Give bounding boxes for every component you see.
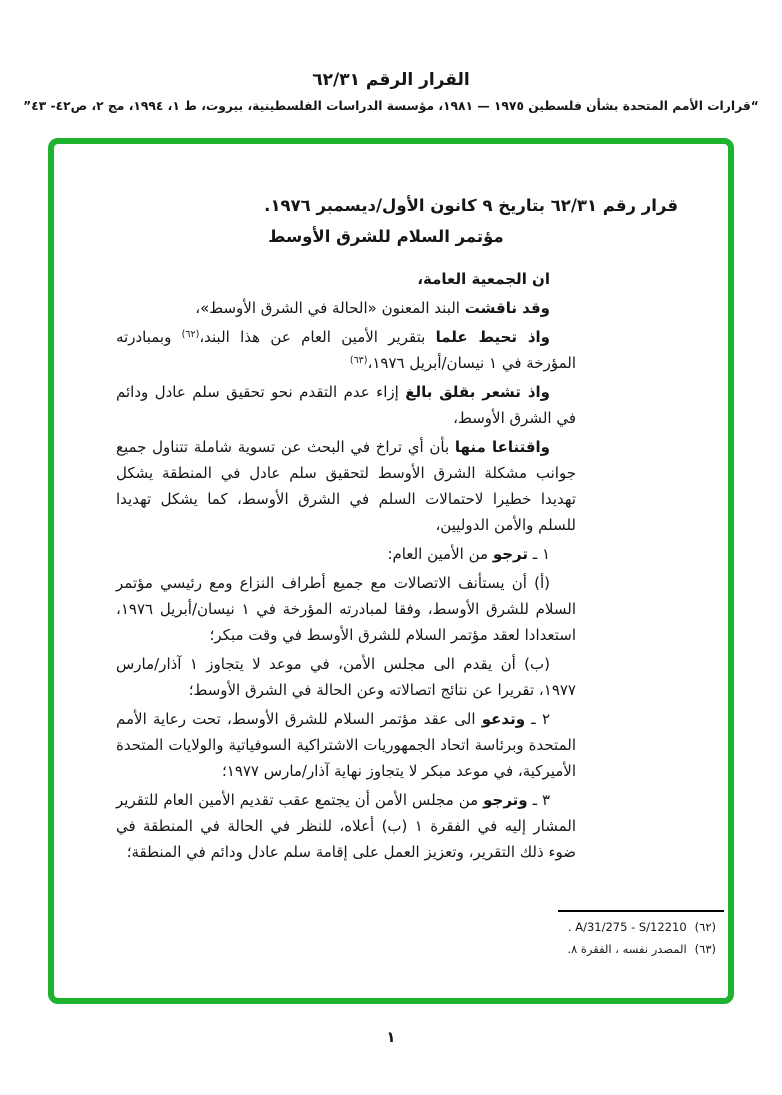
footnote-number: (٦٣)	[694, 942, 716, 956]
document-title	[94, 190, 678, 252]
footnotes-list	[558, 916, 724, 960]
paragraph: وقد ناقشت البند المعنون «الحالة في الشرق الأوسط»،	[195, 299, 550, 317]
footnote-text: المصدر نفسه ، الفقرة ٨.	[567, 942, 687, 956]
page-number: ١	[386, 1028, 396, 1046]
footnote-separator-rule	[558, 910, 724, 912]
paragraph: (ب) أن يقدم الى مجلس الأمن، في موعد لا يتجاوز ١ آذار/مارس ١٩٧٧، تقريرا عن نتائج اتصالاته وعن الحالة في الشرق الأوسط؛	[116, 655, 576, 699]
footnotes-block	[558, 910, 724, 960]
document-paragraphs	[116, 266, 576, 865]
document-title-line1: قرار رقم ٦٢/٣١ بتاريخ ٩ كانون الأول/ديسمبر ١٩٧٦.	[264, 196, 678, 215]
page-header	[0, 70, 782, 113]
paragraph: ان الجمعية العامة،	[417, 270, 550, 288]
document-title-line2: مؤتمر السلام للشرق الأوسط	[268, 227, 504, 246]
paragraph: ٢ ـ وتدعو الى عقد مؤتمر السلام للشرق الأوسط، تحت رعاية الأمم المتحدة وبرئاسة اتحاد الجمهوريات الاشتراكية السوفياتية والولايات المتحدة الأميركية، في موعد مبكر لا يتجاوز نهاية آذار/مارس ١٩٧٧؛	[116, 710, 576, 780]
paragraph: واذ تشعر بقلق بالغ إزاء عدم التقدم نحو تحقيق سلم عادل ودائم في الشرق الأوسط،	[116, 383, 576, 427]
paragraph: ٣ ـ وترجو من مجلس الأمن أن يجتمع عقب تقديم الأمين العام للتقرير المشار إليه في الفقرة ١ (ب) أعلاه، للنظر في الحالة في المنطقة في ضوء ذلك التقرير، وتعزيز العمل على إقامة سلم عادل ودائم في المنطقة؛	[116, 791, 576, 861]
document-content	[54, 144, 728, 998]
footnote-number: (٦٢)	[694, 920, 716, 934]
resolution-number-heading: القرار الرقم ٦٢/٣١	[312, 70, 470, 90]
footnote-text: A/31/275 - S/12210 .	[567, 920, 687, 934]
footnote-marker: (٦٣)	[349, 355, 368, 366]
footnote	[558, 916, 724, 938]
paragraph: واذ تحيط علما بتقرير الأمين العام عن هذا البند،$^{(٦٢)}$ وبمبادرته المؤرخة في ١ نيسان/أبريل ١٩٧٦،$^{(٦٣)}$	[116, 328, 576, 372]
source-citation: “قرارات الأمم المتحدة بشأن فلسطين ١٩٧٥ — ١٩٨١، مؤسسة الدراسات الفلسطينية، بيروت، ط ١، ١٩٩٤، مج ٢، ص٤٢- ٤٣”	[23, 99, 759, 113]
paragraph: واقتناعا منها بأن أي تراخ في البحث عن تسوية شاملة تتناول جميع جوانب مشكلة الشرق الأوسط لتحقيق سلم عادل في المنطقة يشكل تهديدا خطيرا لاحتمالات السلم في الشرق الأوسط، كما يشكل تهديدا للسلم والأمن الدوليين،	[116, 438, 576, 534]
paragraph: ١ ـ ترجو من الأمين العام:	[387, 545, 550, 563]
footnote	[558, 938, 724, 960]
green-highlight-frame	[48, 138, 734, 1004]
paragraph: (أ) أن يستأنف الاتصالات مع جميع أطراف النزاع ومع رئيسي مؤتمر السلام للشرق الأوسط، وفقا لمبادرته المؤرخة في ١ نيسان/أبريل ١٩٧٦، استعدادا لعقد مؤتمر السلام للشرق الأوسط في وقت مبكر؛	[116, 574, 576, 644]
footnote-marker: (٦٢)	[181, 329, 200, 340]
